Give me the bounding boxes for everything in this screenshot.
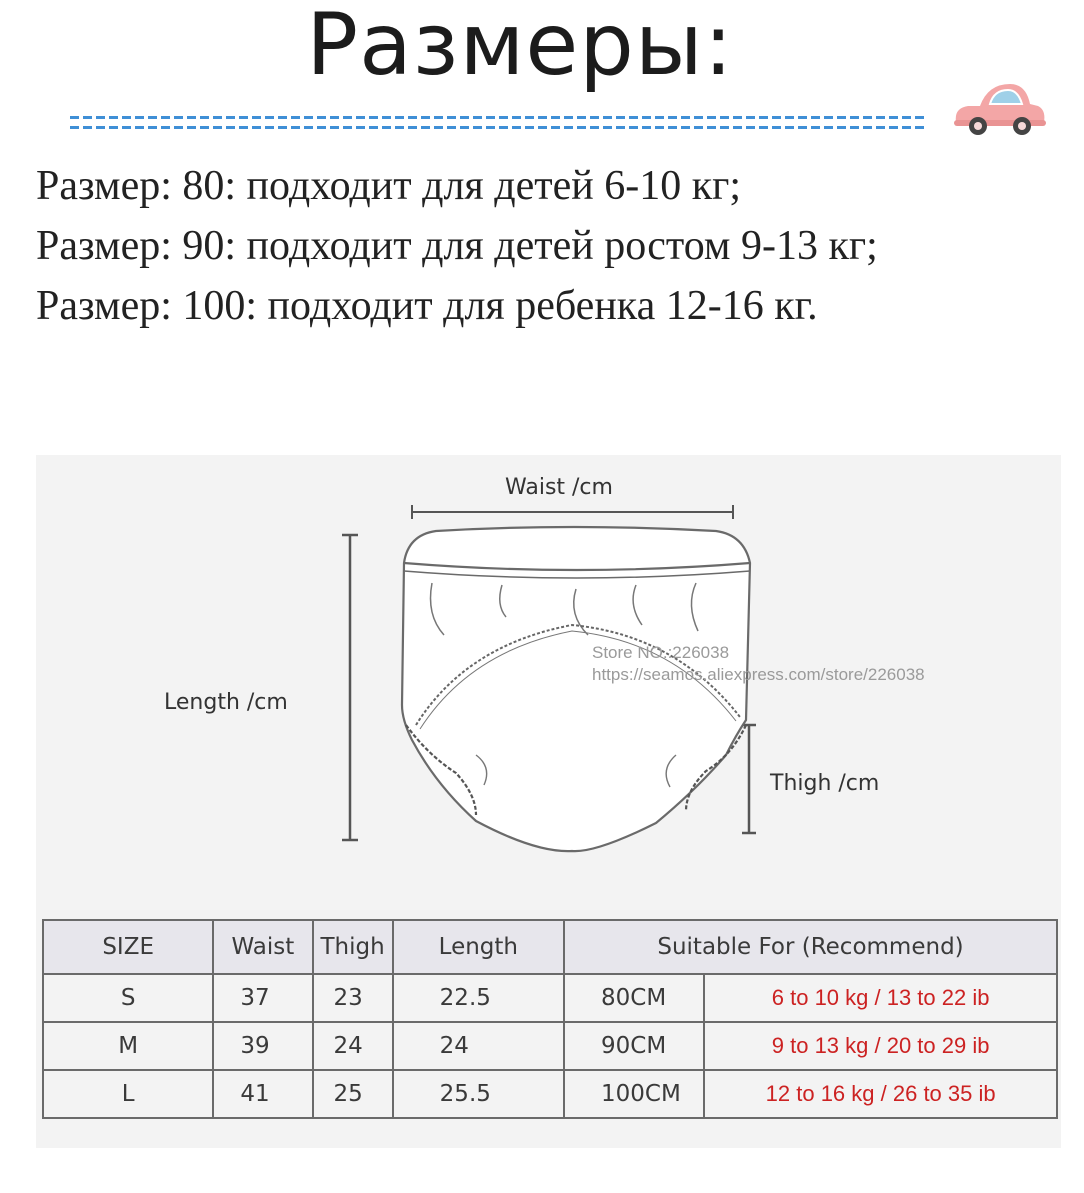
- cell-cm: 100CM: [564, 1070, 704, 1118]
- cell-length: 22.5: [393, 974, 564, 1022]
- pants-diagram: [36, 455, 1061, 895]
- size-table: [42, 919, 1058, 1119]
- table-row: [43, 974, 1057, 1022]
- dashed-divider-bottom: [70, 126, 926, 129]
- cell-recommend: 12 to 16 kg / 26 to 35 ib: [704, 1070, 1057, 1118]
- cell-recommend: 6 to 10 kg / 13 to 22 ib: [704, 974, 1057, 1022]
- cell-length: 24: [393, 1022, 564, 1070]
- cell-size: S: [43, 974, 213, 1022]
- table-header-row: [43, 920, 1057, 974]
- table-row: [43, 1022, 1057, 1070]
- header-length: Length: [393, 920, 564, 974]
- car-icon: [950, 78, 1050, 142]
- header-thigh: Thigh: [313, 920, 393, 974]
- cell-thigh: 24: [313, 1022, 393, 1070]
- cell-length: 25.5: [393, 1070, 564, 1118]
- cell-recommend: 9 to 13 kg / 20 to 29 ib: [704, 1022, 1057, 1070]
- waist-label: Waist /cm: [505, 475, 613, 500]
- dashed-divider-top: [70, 116, 926, 119]
- cell-waist: 37: [213, 974, 312, 1022]
- header-waist: Waist: [213, 920, 312, 974]
- cell-size: M: [43, 1022, 213, 1070]
- cell-waist: 41: [213, 1070, 312, 1118]
- size-description-90: Размер: 90: подходит для детей ростом 9-13 кг;: [36, 223, 878, 269]
- cell-cm: 80CM: [564, 974, 704, 1022]
- cell-cm: 90CM: [564, 1022, 704, 1070]
- cell-size: L: [43, 1070, 213, 1118]
- thigh-label: Thigh /cm: [770, 771, 880, 796]
- size-description-100: Размер: 100: подходит для ребенка 12-16 кг.: [36, 283, 818, 329]
- cell-thigh: 23: [313, 974, 393, 1022]
- cell-waist: 39: [213, 1022, 312, 1070]
- page-title: Размеры:: [306, 0, 734, 95]
- header-size: SIZE: [43, 920, 213, 974]
- length-label: Length /cm: [164, 690, 288, 715]
- size-description-80: Размер: 80: подходит для детей 6-10 кг;: [36, 163, 741, 209]
- cell-thigh: 25: [313, 1070, 393, 1118]
- store-watermark-number: Store NO.:226038: [592, 643, 730, 662]
- table-row: [43, 1070, 1057, 1118]
- header-suitable: Suitable For (Recommend): [564, 920, 1057, 974]
- size-chart-panel: [36, 455, 1061, 1148]
- store-watermark-url: https://seamos.aliexpress.com/store/226038: [592, 665, 925, 684]
